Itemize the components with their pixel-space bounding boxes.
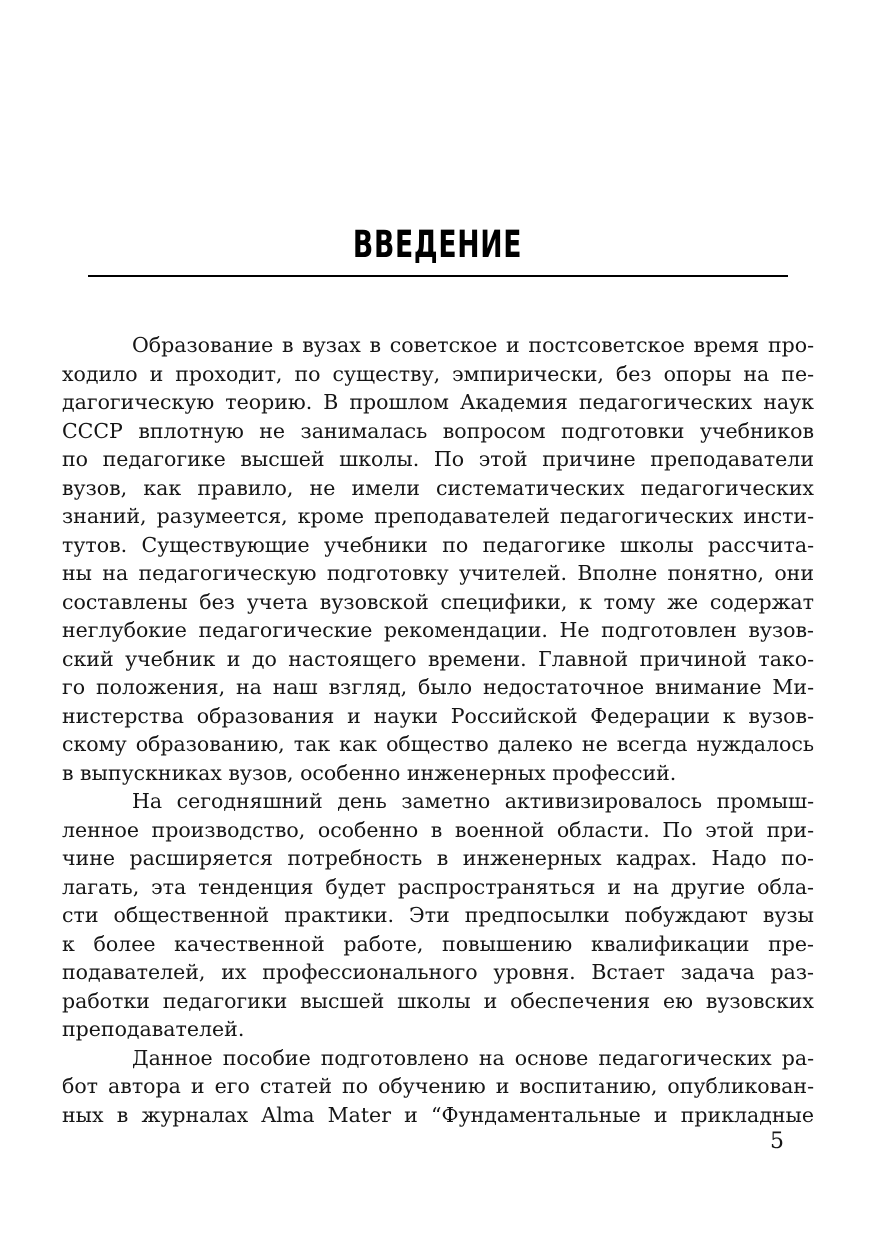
body-text [62, 331, 814, 1129]
text-line: Данное пособие подготовлено на основе педагогических ра- [132, 1045, 814, 1070]
text-line: СССР вплотную не занималась вопросом подготовки учебников [62, 418, 814, 443]
paragraph [62, 1044, 814, 1130]
text-line: к более качественной работе, повышению квалификации пре- [62, 931, 814, 956]
text-line: ны на педагогическую подготовку учителей. Вполне понятно, они [62, 561, 814, 585]
page-title-text: ВВЕДЕНИЕ [353, 223, 523, 266]
page-number: 5 [770, 1129, 784, 1154]
text-line: дагогическую теорию. В прошлом Академия педагогических наук [62, 390, 814, 414]
text-line: преподавателей. [62, 1017, 245, 1041]
page-title [0, 0, 876, 266]
text-line: вузов, как правило, не имели систематических педагогических [62, 475, 814, 500]
text-line: знаний, разумеется, кроме преподавателей педагогических инсти- [62, 504, 814, 528]
text-line: по педагогике высшей школы. По этой причине преподаватели [62, 447, 814, 471]
text-line: чине расширяется потребность в инженерных кадрах. Надо по- [62, 846, 814, 870]
text-line: бот автора и его статей по обучению и воспитанию, опубликован- [62, 1074, 814, 1098]
text-line: ходило и проходит, по существу, эмпирически, без опоры на пе- [62, 361, 814, 386]
text-line: На сегодняшний день заметно активизировалось промыш- [132, 789, 814, 813]
text-line: го положения, на наш взгляд, было недостаточное внимание Ми- [62, 675, 814, 699]
title-divider [88, 275, 788, 277]
text-line: лагать, эта тенденция будет распространяться и на другие обла- [62, 874, 814, 899]
text-line: неглубокие педагогические рекомендации. Не подготовлен вузов- [62, 618, 814, 642]
text-line: ных в журналах Alma Mater и “Фундаментальные и прикладные [62, 1102, 814, 1127]
text-line: ленное производство, особенно в военной области. По этой при- [62, 817, 814, 842]
text-line: в выпускниках вузов, особенно инженерных профессий. [62, 760, 677, 785]
text-line: составлены без учета вузовской специфики, к тому же содержат [62, 589, 814, 614]
text-line: работки педагогики высшей школы и обеспечения ею вузовских [62, 988, 814, 1013]
text-line: скому образованию, так как общество далеко не всегда нуждалось [62, 732, 814, 756]
text-line: нистерства образования и науки Российской Федерации к вузов- [62, 703, 814, 728]
text-line: тутов. Существующие учебники по педагогике школы рассчита- [62, 532, 814, 557]
text-line: подавателей, их профессионального уровня. Встает задача раз- [62, 960, 814, 984]
text-line: Образование в вузах в советское и постсоветское время про- [132, 333, 814, 357]
text-line: сти общественной практики. Эти предпосылки побуждают вузы [62, 903, 814, 927]
text-line: ский учебник и до настоящего времени. Главной причиной тако- [62, 646, 814, 671]
paragraph [62, 787, 814, 1044]
paragraph [62, 331, 814, 787]
